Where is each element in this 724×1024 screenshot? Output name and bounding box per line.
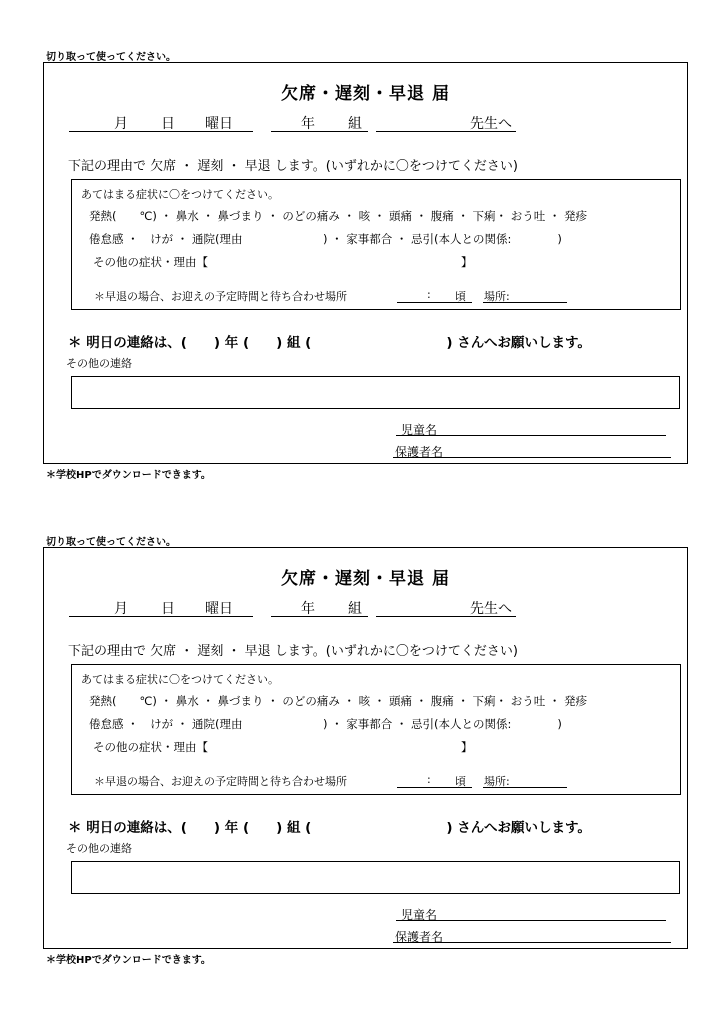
date-day-label: 日 [161,116,175,132]
other-contact-box[interactable] [71,376,680,409]
other-contact-label: その他の連絡 [66,357,132,370]
cut-note: 切り取って使ってください。 [46,52,176,63]
date-weekday-label: 曜日 [205,116,233,132]
date-weekday-label: 曜日 [205,601,233,617]
symptoms-header: あてはまる症状に〇をつけてください。 [81,673,279,686]
pickup-time-label: 頃 [455,775,466,788]
pickup-time-label: 頃 [455,290,466,303]
pickup-time-colon: : [427,773,431,786]
early-leave-note: ＊早退の場合、お迎えの予定時間と待ち合わせ場所 [94,290,347,303]
form-title: 欠席・遅刻・早退 届 [281,84,450,104]
date-month-label: 月 [114,116,128,132]
contact-line: ＊ 明日の連絡は、( ) 年 ( ) 組 ( ) さんへお願いします。 [68,335,591,351]
pickup-time-colon: : [427,288,431,301]
symptoms-row-2: 倦怠感 ・ けが ・ 通院(理由 ) ・ 家事都合 ・ 忌引(本人との関係: ) [89,717,562,731]
form-section-2 [0,485,724,966]
download-note: ＊学校HPでダウンロードできます。 [46,470,211,481]
teacher-to-label: 先生へ [470,116,512,132]
early-leave-note: ＊早退の場合、お迎えの予定時間と待ち合わせ場所 [94,775,347,788]
date-day-label: 日 [161,601,175,617]
form-section-1 [0,0,724,481]
symptoms-box [71,664,681,795]
reason-line: 下記の理由で 欠席 ・ 遅刻 ・ 早退 します。(いずれかに〇をつけてください) [68,159,518,174]
form-title: 欠席・遅刻・早退 届 [281,569,450,589]
child-name-label: 児童名 [401,423,438,437]
cut-note: 切り取って使ってください。 [46,537,176,548]
pickup-place-label: 場所: [484,775,510,788]
class-year-label: 年 [301,116,315,132]
symptoms-row-3: その他の症状・理由【 】 [93,740,473,754]
guardian-name-underline[interactable] [393,942,671,943]
absence-form [43,547,688,949]
pickup-place-label: 場所: [484,290,510,303]
symptoms-row-2: 倦怠感 ・ けが ・ 通院(理由 ) ・ 家事都合 ・ 忌引(本人との関係: ) [89,232,562,246]
class-year-label: 年 [301,601,315,617]
class-group-label: 組 [348,601,362,617]
contact-line: ＊ 明日の連絡は、( ) 年 ( ) 組 ( ) さんへお願いします。 [68,820,591,836]
guardian-name-label: 保護者名 [395,930,444,944]
guardian-name-label: 保護者名 [395,445,444,459]
other-contact-label: その他の連絡 [66,842,132,855]
symptoms-row-3: その他の症状・理由【 】 [93,255,473,269]
symptoms-row-1: 発熱( ℃) ・ 鼻水 ・ 鼻づまり ・ のどの痛み ・ 咳 ・ 頭痛 ・ 腹痛 ・ 下痢・ おう吐 ・ 発疹 [89,694,588,708]
absence-form [43,62,688,464]
other-contact-box[interactable] [71,861,680,894]
reason-line: 下記の理由で 欠席 ・ 遅刻 ・ 早退 します。(いずれかに〇をつけてください) [68,644,518,659]
symptoms-header: あてはまる症状に〇をつけてください。 [81,188,279,201]
download-note: ＊学校HPでダウンロードできます。 [46,955,211,966]
guardian-name-underline[interactable] [393,457,671,458]
child-name-label: 児童名 [401,908,438,922]
teacher-to-label: 先生へ [470,601,512,617]
symptoms-box [71,179,681,310]
date-month-label: 月 [114,601,128,617]
symptoms-row-1: 発熱( ℃) ・ 鼻水 ・ 鼻づまり ・ のどの痛み ・ 咳 ・ 頭痛 ・ 腹痛 ・ 下痢・ おう吐 ・ 発疹 [89,209,588,223]
child-name-underline[interactable] [396,435,666,436]
child-name-underline[interactable] [396,920,666,921]
class-group-label: 組 [348,116,362,132]
